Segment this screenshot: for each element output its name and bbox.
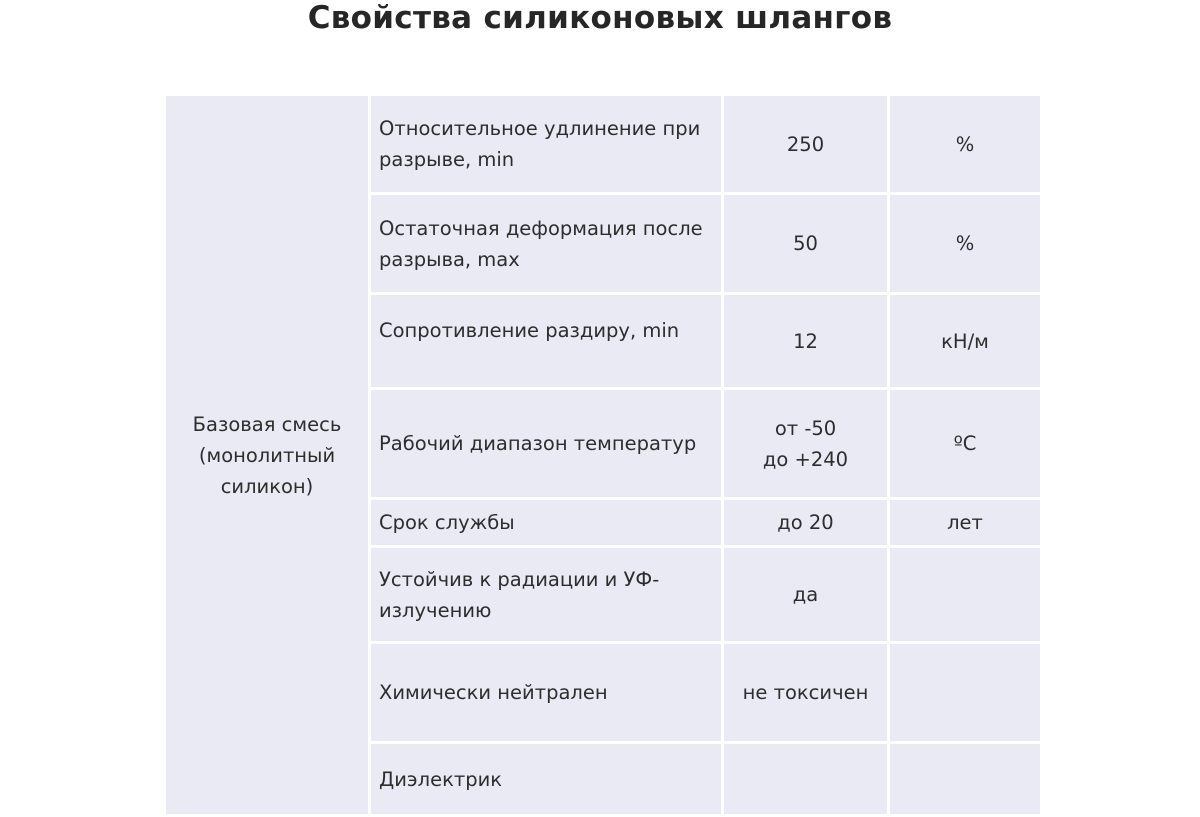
property-value-cell: до 20	[724, 500, 887, 545]
group-label-cell: Базовая смесь (монолитный силикон)	[166, 96, 368, 814]
page-title: Свойства силиконовых шлангов	[307, 0, 893, 36]
property-value-cell: 250	[724, 96, 887, 192]
property-name-cell: Диэлектрик	[371, 744, 721, 814]
property-unit-cell: лет	[890, 500, 1040, 545]
property-value-cell	[724, 744, 887, 814]
property-value-cell: да	[724, 548, 887, 641]
property-value-cell: 50	[724, 195, 887, 292]
property-value-cell: 12	[724, 295, 887, 387]
property-unit-cell: %	[890, 96, 1040, 192]
property-name-cell: Сопротивление раздиру, min	[371, 295, 721, 387]
property-unit-cell: ºС	[890, 390, 1040, 497]
property-name-cell: Рабочий диапазон температур	[371, 390, 721, 497]
property-unit-cell: %	[890, 195, 1040, 292]
property-unit-cell: кН/м	[890, 295, 1040, 387]
property-name-cell: Остаточная деформация после разрыва, max	[371, 195, 721, 292]
property-value-cell: не токсичен	[724, 644, 887, 741]
properties-table	[163, 93, 1043, 817]
property-name-cell: Устойчив к радиации и УФ- излучению	[371, 548, 721, 641]
property-unit-cell	[890, 644, 1040, 741]
property-value-cell: от -50 до +240	[724, 390, 887, 497]
property-name-cell: Относительное удлинение при разрыве, min	[371, 96, 721, 192]
property-unit-cell	[890, 744, 1040, 814]
property-name-cell: Химически нейтрален	[371, 644, 721, 741]
table-row	[166, 96, 1040, 192]
property-name-cell: Срок службы	[371, 500, 721, 545]
property-unit-cell	[890, 548, 1040, 641]
